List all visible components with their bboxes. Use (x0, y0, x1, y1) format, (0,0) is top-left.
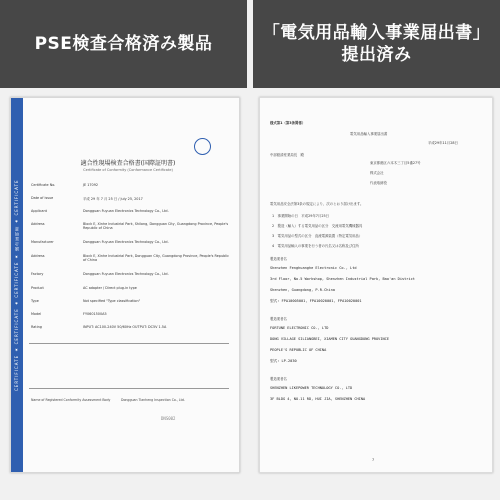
maker-label: 製造業者名 (270, 317, 287, 321)
form-item: 1 事業開始の日 平成29年7月25日 (272, 214, 330, 218)
row-key: Type (31, 299, 39, 303)
certificate-row (31, 325, 231, 335)
form-addressee: 中部経済産業局長 殿 (270, 153, 304, 157)
certificate-row (31, 222, 231, 232)
serial-number: DNS002 (161, 416, 176, 421)
right-header (253, 0, 500, 88)
certificate-title: 適合性現場検査合格書(国際証明書) (80, 160, 176, 167)
row-key: Product (31, 286, 44, 290)
maker-label: 製造業者名 (270, 257, 287, 261)
row-key: Date of issue (31, 196, 54, 200)
certificate-row (31, 299, 231, 309)
certificate-row (31, 183, 231, 193)
footer-issuer: Dongguan Tianheng Inspection Co., Ltd. (121, 398, 185, 402)
row-value: Block E, Xinhe Industrial Park, Dongguan City, Guangdong Province, People's Republic of China (83, 254, 230, 262)
form-title: 電気用品輸入事業届出書 (350, 132, 388, 136)
maker-line: 3rd Floor, No.5 Workshop, Shenzhen Industrial Park, Bao'an District (270, 277, 415, 281)
row-key: Address (31, 222, 45, 226)
form-number: 様式第1（第3条関係） (270, 121, 306, 125)
row-value: JE 17092 (83, 183, 99, 187)
maker-line: 型式: FPA10005001, FPA10020001, FPA10020001 (270, 299, 362, 303)
form-representative: 代表取締役 (370, 181, 387, 185)
form-company: 株式会社 (370, 171, 384, 175)
maker-line: 3F BLDG 4, NO.11 RD, HUI JIA, SHENZHEN CHINA (270, 397, 366, 401)
maker-line: Shenzhen Fenghuanghe Electronic Co., Ltd (270, 266, 357, 270)
row-value: 平成 29 年 7 月 25 日 / July 25, 2017 (83, 197, 143, 201)
certificate-row (31, 286, 231, 296)
left-header-title: PSE検査合格済み製品 (34, 34, 213, 54)
certificate-band: CERTIFICATE ★ CERTIFICATE ★ CERTIFICATE ★ 適合証明書 ★ CERTIFICATE (11, 98, 23, 472)
form-item: 3 電気用品の型式の区分 直流電源装置（特定電気用品） (272, 234, 363, 238)
right-header-line2: 提出済み (341, 45, 412, 65)
certification-seal-icon (194, 138, 211, 155)
maker-line: PEOPLE'S REPUBLIC OF CHINA (270, 348, 327, 352)
row-value: Dongguan Fuyuan Electronics Technology Co., Ltd. (83, 272, 169, 276)
divider (29, 343, 229, 344)
row-key: Certificate No. (31, 183, 56, 187)
row-value: Dongguan Fuyuan Electronics Technology Co., Ltd. (83, 209, 169, 213)
row-value: INPUT: AC100-240V 50/60Hz OUTPUT: DC5V 1.5A (83, 325, 167, 329)
form-date: 平成29年11月28日 (428, 141, 458, 145)
page-code: 7 (372, 458, 375, 462)
form-intro: 電気用品安全法第3条の規定により、次のとおり届け出ます。 (270, 202, 364, 206)
certificate-row (31, 240, 231, 250)
right-header-line1: 「電気用品輸入事業届出書」 (262, 23, 491, 43)
left-panel (0, 0, 247, 500)
maker-line: 型式: LP-2030 (270, 359, 297, 363)
maker-line: FORTUNE ELECTRONIC CO., LTD (270, 326, 329, 330)
row-value: Block E, Xinhe Industrial Park, Shilong, Dongguan City, Guangdong Province, People's Republic of China (83, 222, 229, 230)
row-value: Not specified "Type classification" (83, 299, 141, 303)
certificate-row (31, 254, 231, 264)
certificate-document (10, 97, 240, 473)
form-item: 4 電気用品輸入の事業を行う者の氏名又は名称及び住所 (272, 244, 359, 248)
maker-line: SHENZHEN LIKEPOWER TECHNOLOGY CO., LTD (270, 386, 353, 390)
notification-form-document (259, 97, 493, 473)
certificate-row (31, 196, 231, 206)
maker-label: 製造業者名 (270, 377, 287, 381)
row-key: Factory (31, 272, 44, 276)
maker-line: Shenzhen, Guangdong, P.R.China (270, 288, 335, 292)
certificate-row (31, 272, 231, 282)
form-item: 2 製造（輸入）する電気用品の区分 交流用電気機械器具 (272, 224, 363, 228)
row-key: Manufacturer (31, 240, 54, 244)
maker-line: DONG VILLAGE SILIANGBEI, XIAMEN CITY GUANGDONG PROVINCE (270, 337, 389, 341)
row-value: FY0601500A5 (83, 312, 107, 316)
form-address: 東京都港区六本木三丁目5番27号 (370, 161, 421, 165)
certificate-row (31, 209, 231, 219)
footer-label: Name of Registered Conformity Assessment Body (31, 398, 111, 402)
divider (29, 388, 229, 389)
row-key: Model (31, 312, 42, 316)
row-key: Rating (31, 325, 42, 329)
left-header (0, 0, 247, 88)
row-value: AC adapter / Direct plug-in type (83, 286, 137, 290)
right-panel (253, 0, 500, 500)
row-value: Dongguan Fuyuan Electronics Technology Co., Ltd. (83, 240, 169, 244)
row-key: Address (31, 254, 45, 258)
row-key: Applicant (31, 209, 47, 213)
certificate-subtitle: Certificate of Conformity (Conformance Certificate) (83, 168, 173, 172)
certificate-row (31, 312, 231, 322)
